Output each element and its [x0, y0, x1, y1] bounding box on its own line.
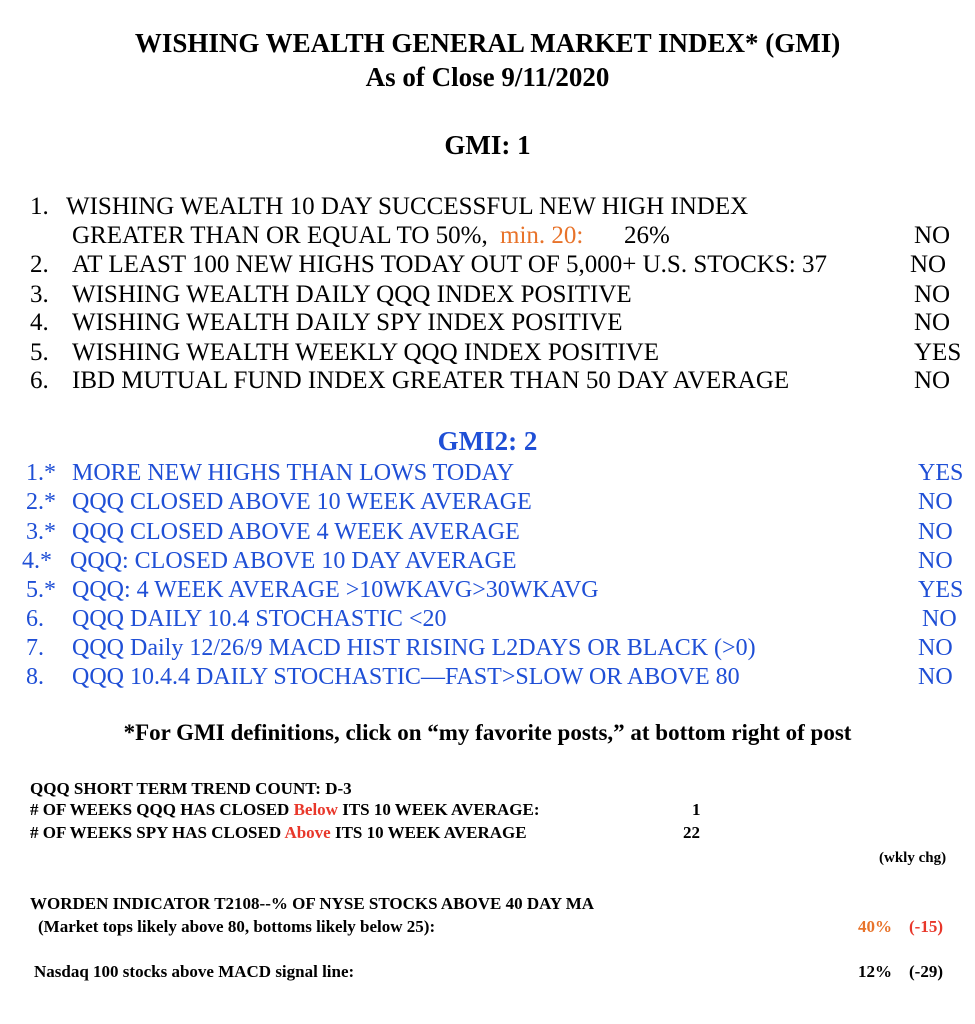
gmi2-item-result: YES: [918, 460, 964, 486]
qqq-weeks-value: 1: [692, 800, 701, 819]
qqq-weeks-line: [30, 800, 540, 820]
gmi2-item-result: YES: [918, 577, 964, 603]
gmi2-item-num: 1.*: [26, 460, 56, 486]
gmi2-item-text: QQQ: CLOSED ABOVE 10 DAY AVERAGE: [70, 548, 517, 574]
gmi2-item-result: NO: [918, 548, 953, 574]
spy-weeks-line: [30, 823, 527, 843]
worden-change: (-15): [909, 917, 943, 936]
gmi2-item-text: QQQ CLOSED ABOVE 4 WEEK AVERAGE: [72, 519, 520, 545]
gmi-item-result: NO: [914, 281, 951, 308]
gmi2-item-text: QQQ: 4 WEEK AVERAGE >10WKAVG>30WKAVG: [72, 577, 599, 603]
page-title: WISHING WEALTH GENERAL MARKET INDEX* (GMI): [134, 28, 841, 58]
gmi-item-num: 6.: [30, 367, 49, 394]
gmi2-item-num: 5.*: [26, 577, 56, 603]
gmi2-item-result: NO: [918, 519, 953, 545]
worden-indicator: WORDEN INDICATOR T2108--% OF NYSE STOCKS ABOVE 40 DAY MA: [30, 894, 595, 913]
nasdaq-macd-label: Nasdaq 100 stocks above MACD signal line:: [34, 962, 355, 981]
worden-note: (Market tops likely above 80, bottoms likely below 25):: [38, 917, 436, 936]
gmi2-score: GMI2: 2: [437, 426, 538, 456]
gmi-item-num: 5.: [30, 339, 49, 366]
gmi2-item-text: QQQ CLOSED ABOVE 10 WEEK AVERAGE: [72, 489, 532, 515]
gmi-item-result: NO: [914, 222, 951, 249]
trend-count: QQQ SHORT TERM TREND COUNT: D-3: [30, 779, 352, 798]
gmi-item-result: NO: [910, 251, 947, 278]
nasdaq-macd-change: (-29): [909, 962, 943, 981]
gmi2-item-text: QQQ 10.4.4 DAILY STOCHASTIC—FAST>SLOW OR ABOVE 80: [72, 664, 740, 690]
gmi2-item-result: NO: [918, 664, 953, 690]
gmi-item-result: NO: [914, 367, 951, 394]
gmi-item-result: NO: [914, 309, 951, 336]
gmi-item-pct: 26%: [624, 222, 670, 249]
nasdaq-macd-value: 12%: [858, 962, 892, 981]
gmi-item-text: WISHING WEALTH DAILY QQQ INDEX POSITIVE: [72, 281, 632, 308]
gmi-item-result: YES: [914, 339, 962, 366]
gmi-item-text: IBD MUTUAL FUND INDEX GREATER THAN 50 DAY AVERAGE: [72, 367, 790, 394]
qqq-weeks-direction: Below: [293, 800, 338, 819]
gmi2-item-num: 6.: [26, 606, 44, 632]
gmi2-item-result: NO: [922, 606, 957, 632]
qqq-weeks-label-end: ITS 10 WEEK AVERAGE:: [337, 800, 540, 819]
gmi-item-num: 2.: [30, 251, 49, 278]
gmi2-item-result: NO: [918, 635, 953, 661]
gmi-item-text: WISHING WEALTH DAILY SPY INDEX POSITIVE: [72, 309, 623, 336]
spy-weeks-label-end: ITS 10 WEEK AVERAGE: [330, 823, 527, 842]
spy-weeks-value: 22: [683, 823, 700, 842]
gmi-item-num: 4.: [30, 309, 49, 336]
spy-weeks-direction: Above: [284, 823, 331, 842]
qqq-weeks-label: # OF WEEKS QQQ HAS CLOSED: [30, 800, 294, 819]
gmi-item-min: min. 20:: [500, 222, 584, 249]
spy-weeks-label: # OF WEEKS SPY HAS CLOSED: [30, 823, 285, 842]
gmi-item-text: WISHING WEALTH 10 DAY SUCCESSFUL NEW HIGH INDEX: [66, 193, 749, 220]
gmi2-item-text: QQQ Daily 12/26/9 MACD HIST RISING L2DAYS OR BLACK (>0): [72, 635, 756, 661]
gmi2-item-num: 2.*: [26, 489, 56, 515]
gmi2-item-result: NO: [918, 489, 953, 515]
gmi-item-text: GREATER THAN OR EQUAL TO 50%,: [72, 222, 488, 249]
footnote: *For GMI definitions, click on “my favorite posts,” at bottom right of post: [123, 720, 852, 745]
gmi2-item-text: MORE NEW HIGHS THAN LOWS TODAY: [72, 460, 515, 486]
gmi2-item-num: 4.*: [22, 548, 52, 574]
gmi2-item-num: 8.: [26, 664, 44, 690]
gmi2-item-num: 7.: [26, 635, 44, 661]
worden-value: 40%: [858, 917, 892, 936]
page-subtitle: As of Close 9/11/2020: [365, 62, 610, 92]
gmi-item-num: 1.: [30, 193, 49, 220]
gmi-score: GMI: 1: [444, 130, 531, 160]
gmi-item-num: 3.: [30, 281, 49, 308]
weekly-change-header: (wkly chg): [879, 850, 947, 866]
gmi-item-text: AT LEAST 100 NEW HIGHS TODAY OUT OF 5,000+ U.S. STOCKS: 37: [72, 251, 827, 278]
gmi2-item-text: QQQ DAILY 10.4 STOCHASTIC <20: [72, 606, 447, 632]
gmi2-item-num: 3.*: [26, 519, 56, 545]
gmi-item-text: WISHING WEALTH WEEKLY QQQ INDEX POSITIVE: [72, 339, 659, 366]
